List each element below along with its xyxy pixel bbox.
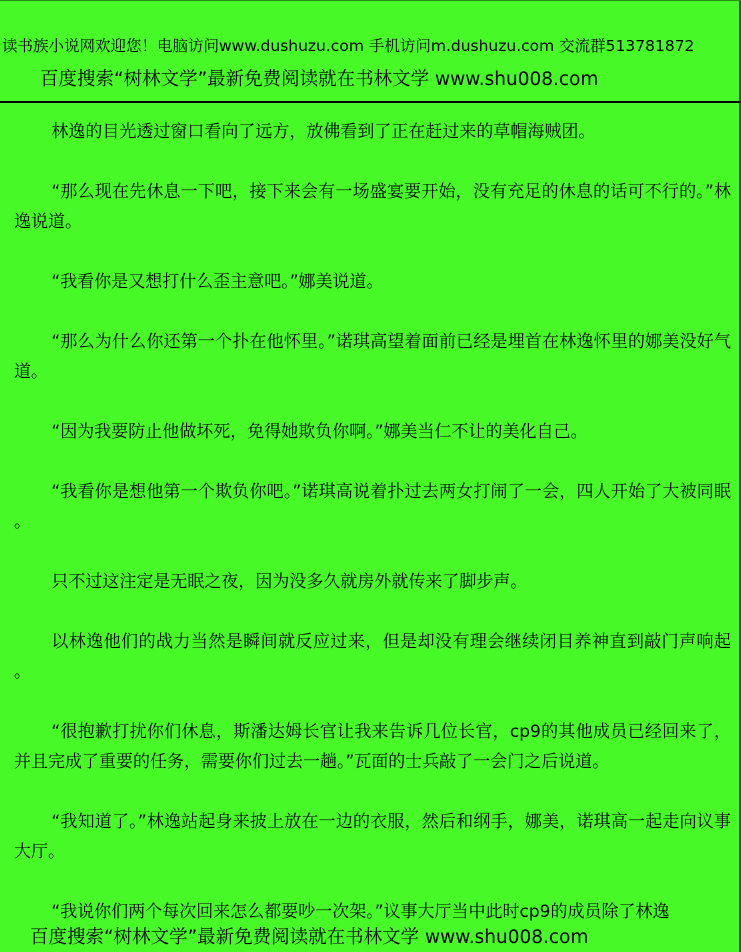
search-promo-banner-bottom: 百度搜索“树林文学”最新免费阅读就在书林文学 www.shu008.com [30,927,589,948]
novel-paragraph: 只不过这注定是无眠之夜，因为没多久就房外就传来了脚步声。 [51,572,528,592]
novel-paragraph: “我看你是又想打什么歪主意吧。”娜美说道。 [51,272,384,292]
search-promo-banner-top: 百度搜索“树林文学”最新免费阅读就在书林文学 www.shu008.com [40,69,599,90]
novel-paragraph: “我知道了。”林逸站起身来披上放在一边的衣服，然后和纲手，娜美，诺琪高一起走向议事大厅。 [14,812,731,862]
top-banner [0,1,741,103]
novel-paragraph: 林逸的目光透过窗口看向了远方，放佛看到了正在赶过来的草帽海贼团。 [51,122,596,142]
bottom-banner [30,926,588,950]
novel-paragraph: “我说你们两个每次回来怎么都要吵一次架。”议事大厅当中此时cp9的成员除了林逸 [51,902,670,922]
novel-paragraph: “因为我要防止他做坏死，免得她欺负你啊。”娜美当仁不让的美化自己。 [51,422,588,442]
novel-paragraph: “那么为什么你还第一个扑在他怀里。”诺琪高望着面前已经是埋首在林逸怀里的娜美没好气道。 [14,332,731,382]
novel-paragraph: “我看你是想他第一个欺负你吧。”诺琪高说着扑过去两女打闹了一会，四人开始了大被同眠。 [14,482,731,532]
novel-paragraph: “很抱歉打扰你们休息，斯潘达姆长官让我来告诉几位长官，cp9的其他成员已经回来了，并且完成了重要的任务，需要你们过去一趟。”瓦面的士兵敲了一会门之后说道。 [14,722,731,772]
novel-paragraph: “那么现在先休息一下吧，接下来会有一场盛宴要开始，没有充足的休息的话可不行的。”林逸说道。 [14,182,731,232]
chapter-text [0,103,741,927]
site-welcome-banner: 读书族小说网欢迎您！电脑访问www.dushuzu.com 手机访问m.dushuzu.com 交流群513781872 [2,37,695,55]
novel-paragraph: 以林逸他们的战力当然是瞬间就反应过来，但是却没有理会继续闭目养神直到敲门声响起。 [14,632,731,682]
